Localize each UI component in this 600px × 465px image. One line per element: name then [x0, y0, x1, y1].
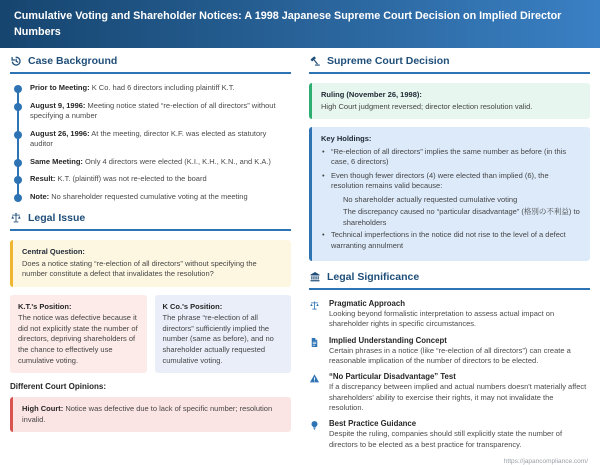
different-opinions-label: Different Court Opinions: [10, 382, 106, 392]
section-title: Legal Significance [327, 271, 420, 283]
landmark-icon [309, 271, 321, 283]
high-court-box: High Court: Notice was defective due to lack of specific number; resolution invalid. [10, 397, 291, 432]
key-holding: • Even though fewer directors (4) were elected than implied (6), the resolution remains valid because: [321, 171, 581, 192]
ruling-label: Ruling (November 26, 1998): [321, 90, 422, 99]
warning-icon [309, 372, 321, 413]
ruling-text: High Court judgment reversed; director election resolution valid. [321, 101, 533, 111]
significance-item: Pragmatic Approach Looking beyond formalistic interpretation to assess actual impact on shareholder rights in specific circumstances. [309, 299, 590, 330]
gavel-icon [309, 55, 321, 67]
timeline-item: Prior to Meeting: K Co. had 6 directors including plaintiff K.T. [14, 83, 291, 94]
section-legal-significance [309, 271, 590, 290]
section-title: Case Background [28, 55, 118, 67]
central-question-box [10, 240, 291, 287]
content-grid [0, 48, 600, 465]
key-holdings-list [321, 147, 581, 252]
page-header [0, 0, 600, 48]
central-question-label: Central Question: [22, 247, 85, 256]
section-title: Supreme Court Decision [327, 55, 450, 67]
key-holding: • Technical imperfections in the notice did not rise to the level of a defect warranting annulment [321, 230, 581, 251]
right-column [309, 55, 590, 465]
kco-position-box: K Co.'s Position: The phrase “re-election of all directors” sufficiently implied the number (same as before), and no shareholder actually requested cumulative voting. [155, 295, 292, 374]
significance-item: “No Particular Disadvantage” Test If a discrepancy between implied and actual numbers doesn't materially affect shareholders' ability to exercise their rights, it may not invalidate the resolution. [309, 372, 590, 413]
footer [309, 456, 590, 465]
ruling-box [309, 83, 590, 119]
timeline-item: Result: K.T. (plaintiff) was not re-elected to the board [14, 174, 291, 185]
timeline-item: August 9, 1996: Meeting notice stated “re-election of all directors” without specifying a number [14, 101, 291, 122]
central-question-text: Does a notice stating “re-election of all directors” without specifying the number constitute a defect that invalidates the resolution? [22, 258, 257, 278]
footer-url-link[interactable]: https://japancompliance.com/ [503, 458, 588, 465]
key-holdings-box [309, 127, 590, 261]
timeline-item: Same Meeting: Only 4 directors were elected (K.I., K.H., K.N., and K.A.) [14, 157, 291, 168]
significance-item: Implied Understanding Concept Certain phrases in a notice (like “re-election of all directors”) can create a reasonable implication of the number of directors to be elected. [309, 336, 590, 367]
history-icon [10, 55, 22, 67]
document-icon [309, 336, 321, 367]
timeline-item: August 26, 1996: At the meeting, director K.F. was elected as statutory auditor [14, 129, 291, 150]
key-holding-sub: No shareholder actually requested cumulative voting [343, 194, 518, 204]
key-holding: • “Re-election of all directors” implies the same number as before (in this case, 6 directors) [321, 147, 581, 168]
positions-row [10, 295, 291, 374]
scales-icon [309, 299, 321, 330]
key-holding-sub: The discrepancy caused no “particular disadvantage” (格別の不利益) to shareholders [343, 207, 580, 227]
lightbulb-icon [309, 419, 321, 450]
key-holdings-label: Key Holdings: [321, 134, 372, 143]
section-supreme-court [309, 55, 590, 74]
page-title: Cumulative Voting and Shareholder Notices: A 1998 Japanese Supreme Court Decision on Implied Director Numbers [14, 9, 562, 38]
left-column [10, 55, 291, 465]
scales-icon [10, 212, 22, 224]
section-title: Legal Issue [28, 212, 86, 224]
section-legal-issue [10, 212, 291, 231]
case-timeline [14, 83, 291, 202]
section-case-background [10, 55, 291, 74]
kt-position-box: K.T.'s Position: The notice was defective because it did not explicitly state the number of directors, depriving shareholders of the chance to effectively use cumulative voting. [10, 295, 147, 374]
timeline-item: Note: No shareholder requested cumulative voting at the meeting [14, 192, 291, 203]
significance-item: Best Practice Guidance Despite the ruling, companies should still explicitly state the number of directors to be elected as a best practice for transparency. [309, 419, 590, 450]
